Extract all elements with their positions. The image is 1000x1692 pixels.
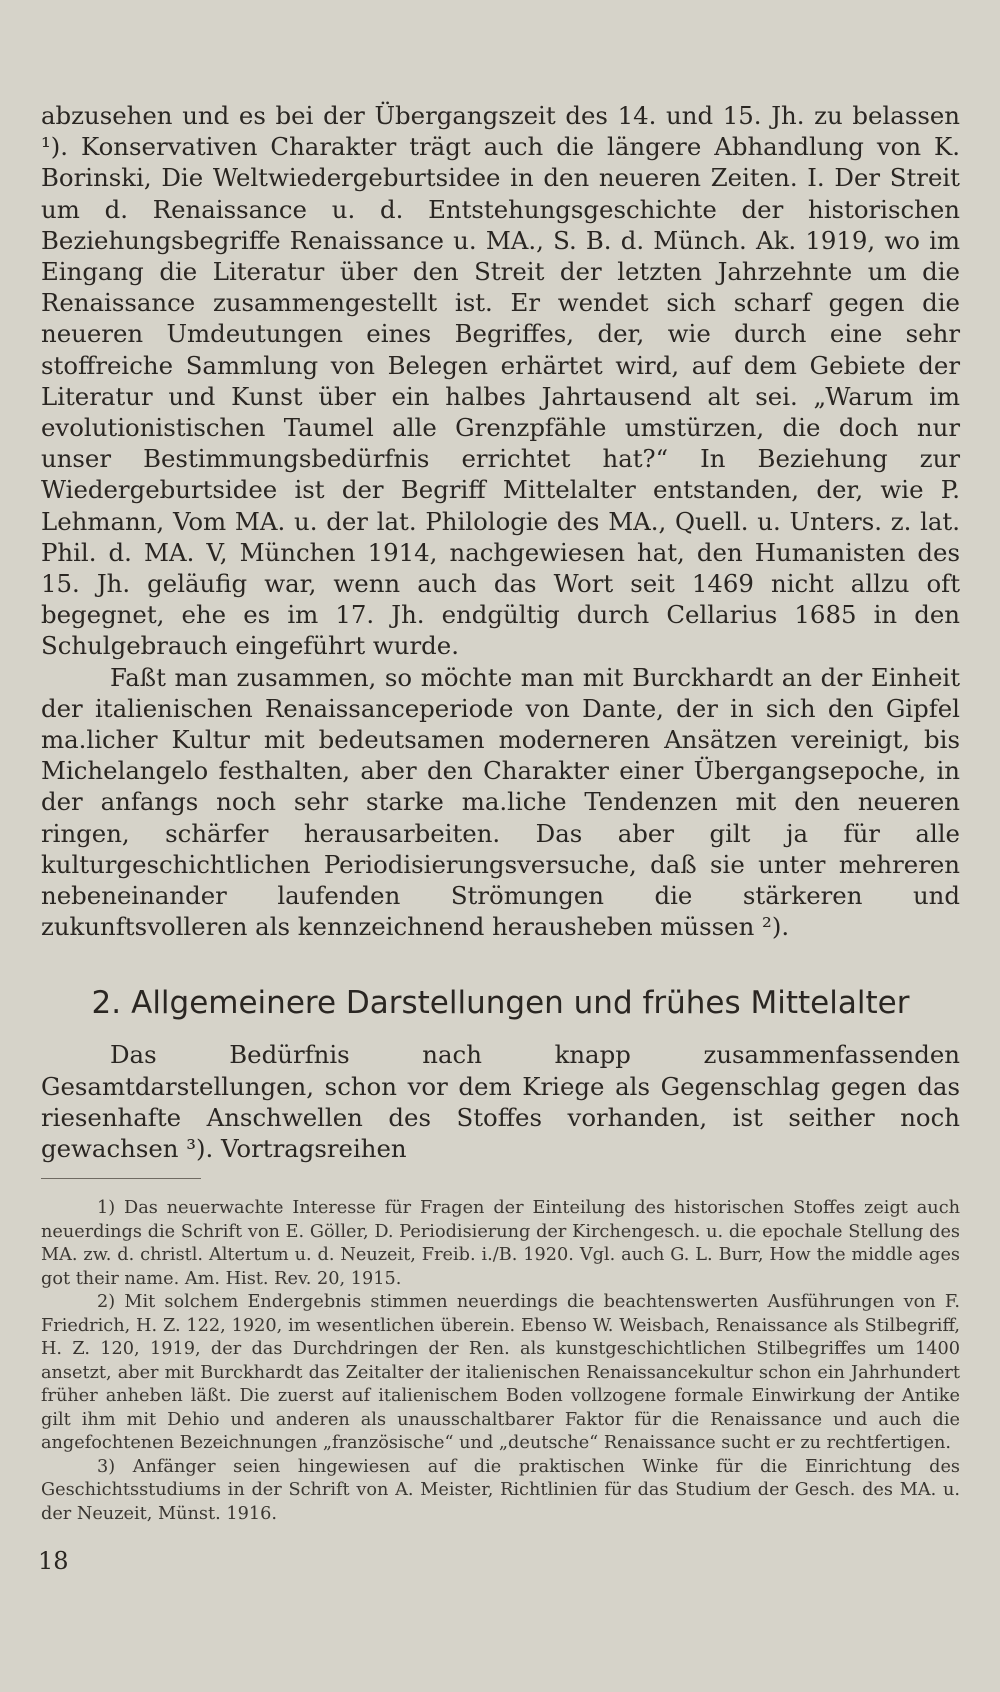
section-number: 2.	[91, 985, 122, 1022]
main-text	[41, 100, 960, 942]
page-number: 18	[38, 1547, 69, 1575]
paragraph-continuation: abzusehen und es bei der Übergangszeit des 14. und 15. Jh. zu belassen ¹). Konservativen Charakter trägt auch die längere Abhandlung von K. Borinski, Die Weltwiedergeburtsidee in den neueren Zeiten. I. Der Streit um d. Renaissance u. d. Entstehungsgeschichte der historischen Beziehungsbegriffe Renaissance u. MA., S. B. d. Münch. Ak. 1919, wo im Eingang die Literatur über den Streit der letzten Jahrzehnte um die Renaissance zusammengestellt ist. Er wendet sich scharf gegen die neueren Umdeutungen eines Begriffes, der, wie durch eine sehr stoffreiche Sammlung von Belegen erhärtet wird, auf dem Gebiete der Literatur und Kunst über ein halbes Jahrtausend alt sei. „Warum im evolutionistischen Taumel alle Grenzpfähle umstürzen, die doch nur unser Bestimmungsbedürfnis errichtet hat?“ In Beziehung zur Wiedergeburtsidee ist der Begriff Mittelalter entstanden, der, wie P. Lehmann, Vom MA. u. der lat. Philologie des MA., Quell. u. Unters. z. lat. Phil. d. MA. V, München 1914, nachgewiesen hat, den Humanisten des 15. Jh. geläufig war, wenn auch das Wort seit 1469 nicht allzu oft begegnet, ehe es im 17. Jh. endgültig durch Cellarius 1685 in den Schulgebrauch eingeführt wurde.	[41, 101, 960, 661]
section-text	[41, 1039, 960, 1164]
paragraph-section-intro: Das Bedürfnis nach knapp zusammenfassenden Gesamtdarstellungen, schon vor dem Kriege als Gegenschlag gegen das riesenhafte Anschwellen des Stoffes vorhanden, ist seither noch gewachsen ³). Vortragsreihen	[41, 1040, 960, 1164]
footnote-3: 3) Anfänger seien hingewiesen auf die praktischen Winke für die Einrichtung des Geschichtsstudiums in der Schrift von A. Meister, Richtlinien für das Studium der Gesch. des MA. u. der Neuzeit, Münst. 1916.	[41, 1456, 960, 1524]
footnote-rule	[41, 1178, 201, 1179]
paragraph-summary: Faßt man zusammen, so möchte man mit Burckhardt an der Einheit der italienischen Renaissanceperiode von Dante, der in sich den Gipfel ma.licher Kultur mit bedeutsamen moderneren Ansätzen vereinigt, bis Michelangelo festhalten, aber den Charakter einer Übergangsepoche, in der anfangs noch sehr starke ma.liche Tendenzen mit den neueren ringen, schärfer herausarbeiten. Das aber gilt ja für alle kulturgeschichtlichen Periodisierungsversuche, daß sie unter mehreren nebeneinander laufenden Strömungen die stärkeren und zukunftsvolleren als kennzeichnend herausheben müssen ²).	[41, 662, 960, 942]
section-title: Allgemeinere Darstellungen und frühes Mittelalter	[131, 985, 910, 1022]
footnote-1: 1) Das neuerwachte Interesse für Fragen der Einteilung des historischen Stoffes zeigt auch neuerdings die Schrift von E. Göller, D. Periodisierung der Kirchengesch. u. die epochale Stellung des MA. zw. d. christl. Altertum u. d. Neuzeit, Freib. i./B. 1920. Vgl. auch G. L. Burr, How the middle ages got their name. Am. Hist. Rev. 20, 1915.	[41, 1198, 960, 1289]
section-heading	[41, 986, 960, 1021]
footnote-2: 2) Mit solchem Endergebnis stimmen neuerdings die beachtenswerten Ausführungen von F. Friedrich, H. Z. 122, 1920, im wesentlichen überein. Ebenso W. Weisbach, Renaissance als Stilbegriff, H. Z. 120, 1919, der das Durchdringen der Ren. als kunstgeschichtlichen Stilbegriffes um 1400 ansetzt, aber mit Burckhardt das Zeitalter der italienischen Renaissancekultur schon ein Jahrhundert früher anheben läßt. Die zuerst auf italienischem Boden vollzogene formale Einwirkung der Antike gilt ihm mit Dehio und anderen als unausschaltbarer Faktor für die Renaissance und auch die angefochtenen Bezeichnungen „französische“ und „deutsche“ Renaissance sucht er zu rechtfertigen.	[41, 1292, 960, 1454]
footnotes	[41, 1197, 960, 1526]
